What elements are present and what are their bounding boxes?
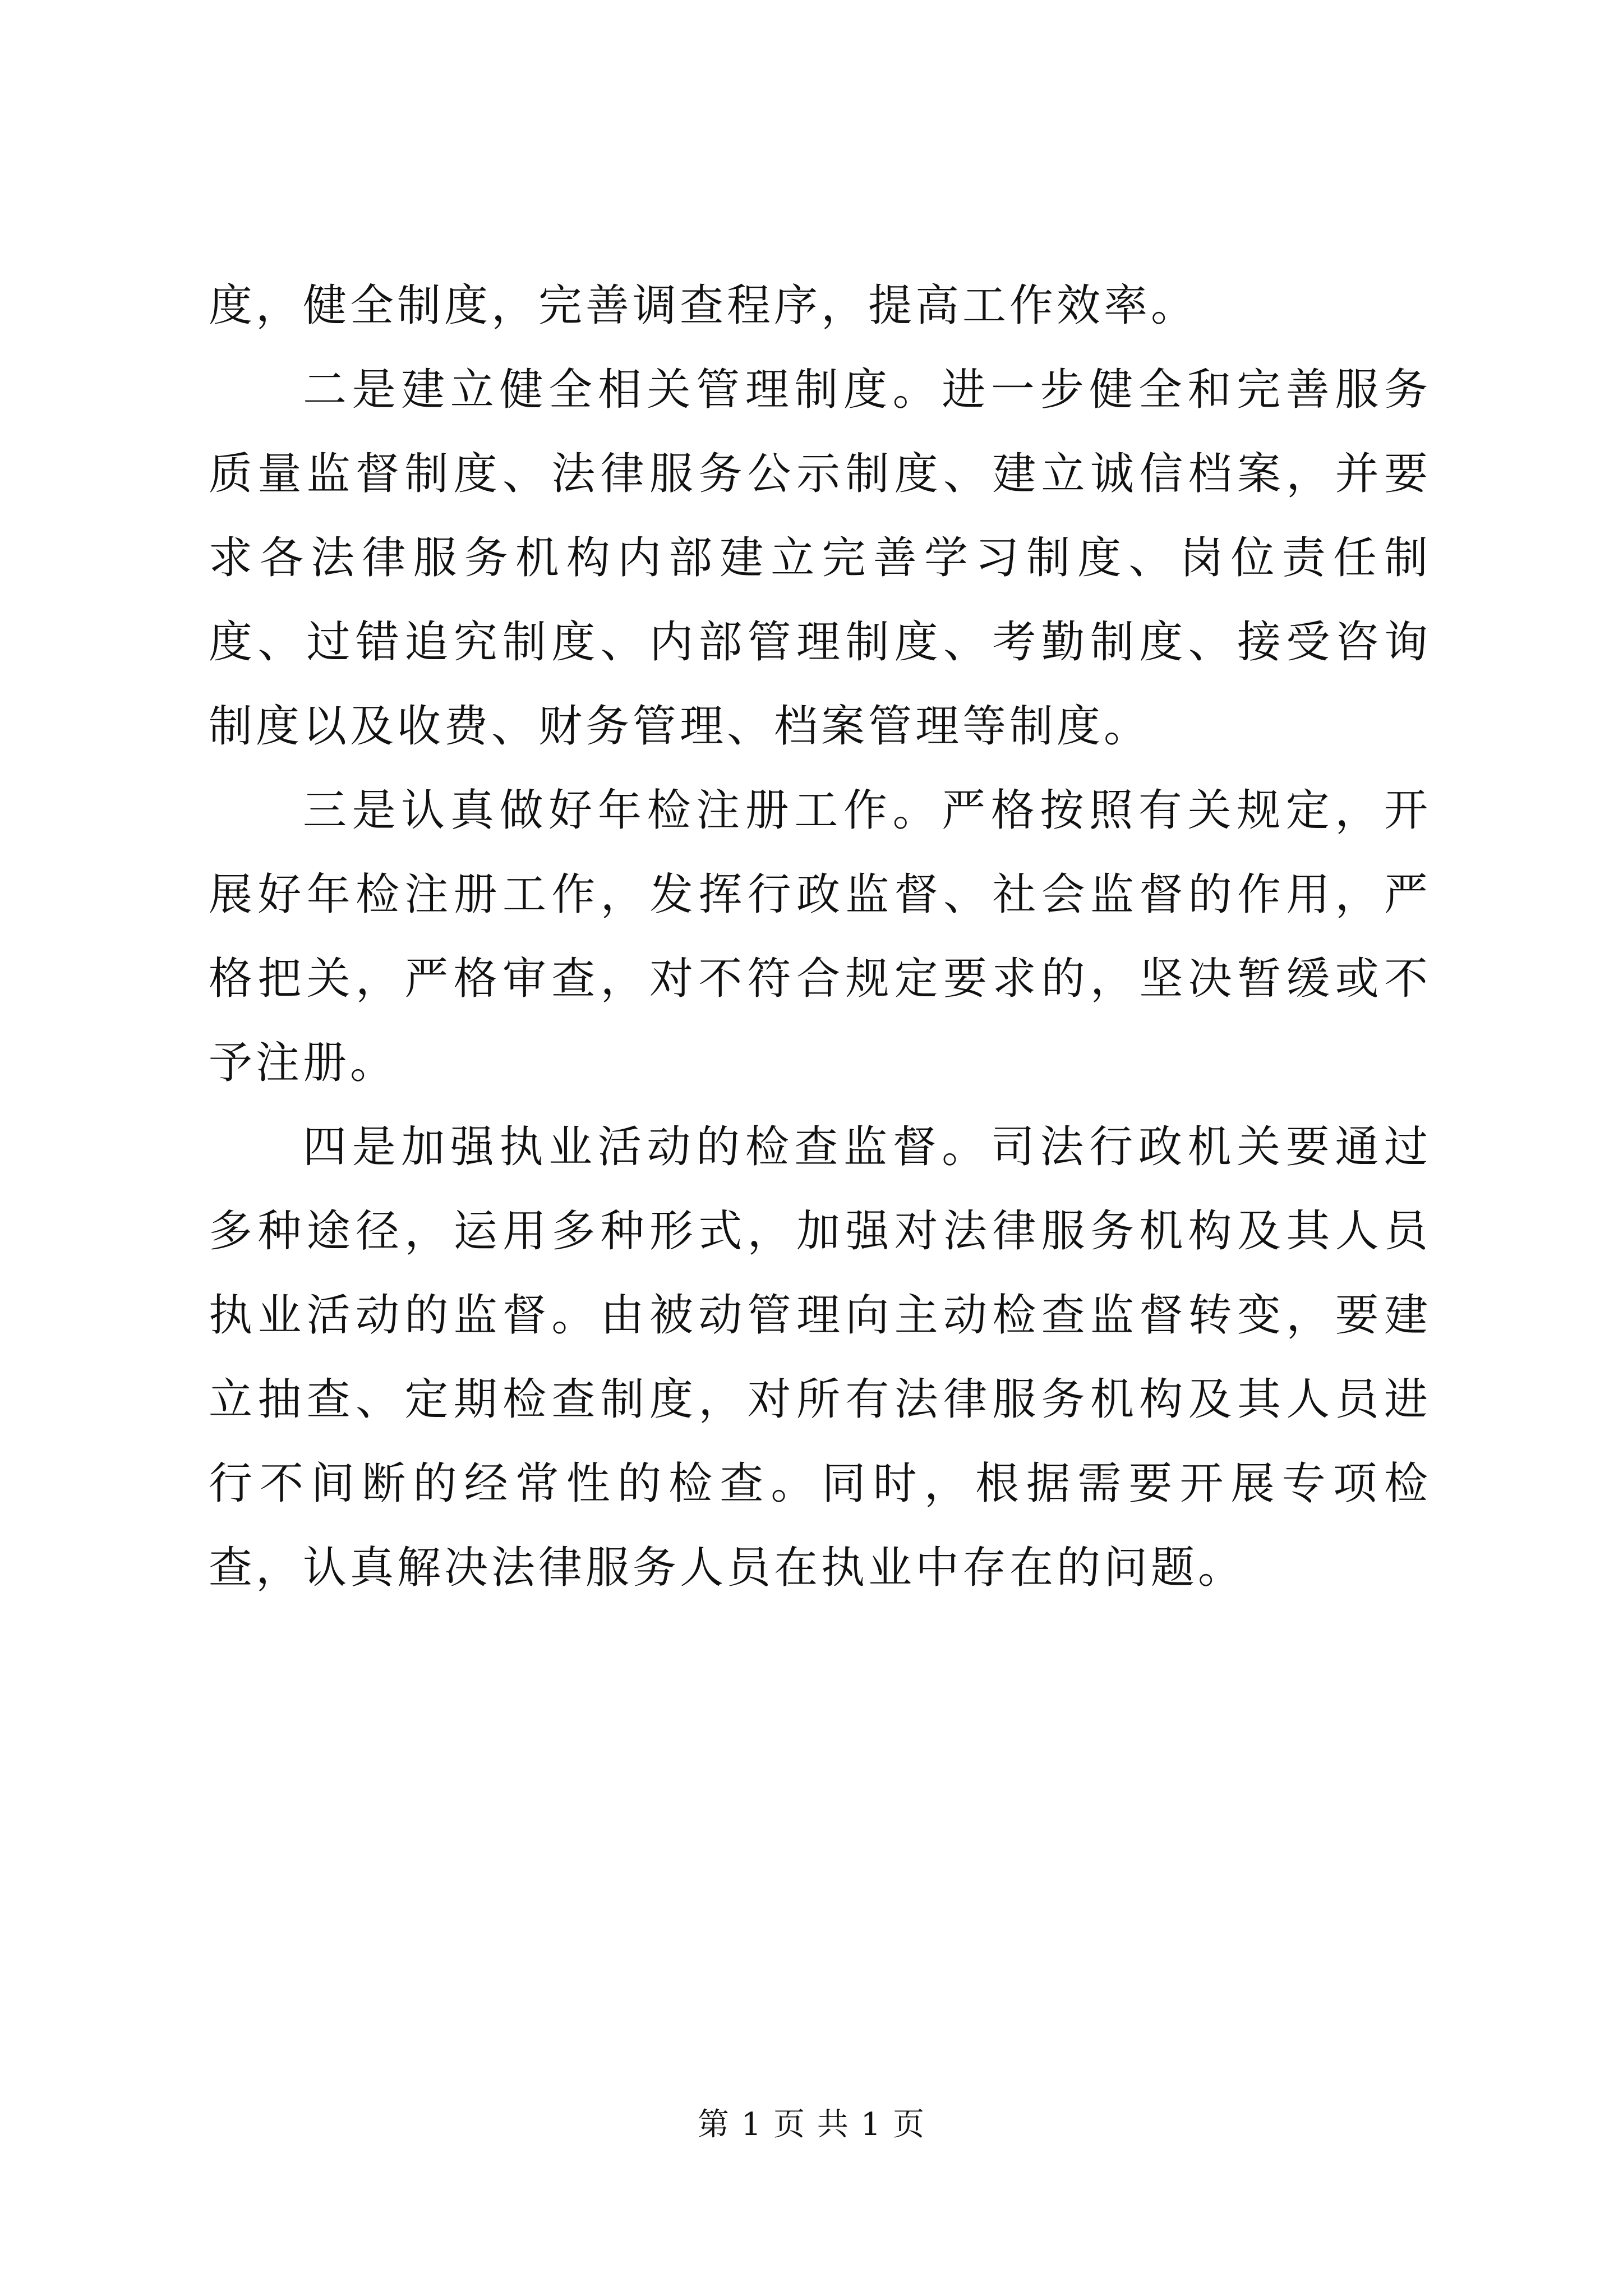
page-number-footer: 第 1 页 共 1 页 xyxy=(697,2106,926,2143)
paragraph-continuation: 度，健全制度，完善调查程序，提高工作效率。 xyxy=(209,280,1198,331)
document-body xyxy=(209,264,1431,1610)
paragraph-annual-inspection: 三是认真做好年检注册工作。严格按照有关规定，开展好年检注册工作，发挥行政监督、社会监督的作用，严格把关，严格审查，对不符合规定要求的，坚决暂缓或不予注册。 xyxy=(209,785,1431,1088)
paragraph-supervision: 四是加强执业活动的检查监督。司法行政机关要通过多种途径，运用多种形式，加强对法律服务机构及其人员执业活动的监督。由被动管理向主动检查监督转变，要建立抽查、定期检查制度，对所有法律服务机构及其人员进行不间断的经常性的检查。同时，根据需要开展专项检查，认真解决法律服务人员在执业中存在的问题。 xyxy=(209,1122,1431,1593)
paragraph-management-system: 二是建立健全相关管理制度。进一步健全和完善服务质量监督制度、法律服务公示制度、建立诚信档案，并要求各法律服务机构内部建立完善学习制度、岗位责任制度、过错追究制度、内部管理制度、考勤制度、接受咨询制度以及收费、财务管理、档案管理等制度。 xyxy=(209,365,1431,752)
